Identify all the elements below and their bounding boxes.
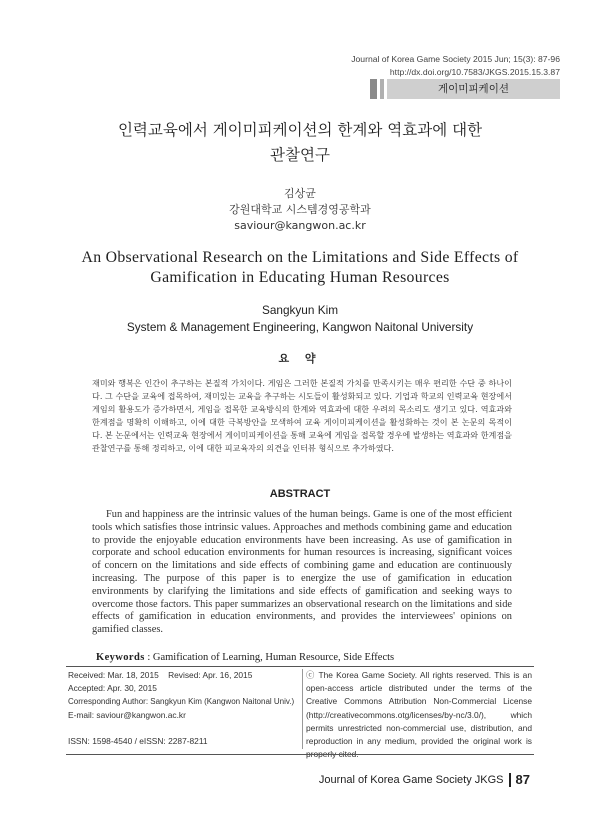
author-name-en: Sangkyun Kim	[261, 303, 339, 317]
keywords-text: Gamification of Learning, Human Resource, Side Effects	[152, 652, 395, 663]
footer-bar	[509, 773, 511, 787]
page-number: 87	[515, 772, 530, 787]
tag-stripe	[370, 79, 377, 99]
korean-title-line: 인력교육에서 게이미피케이션의 한계와 역효과에 대한	[117, 121, 483, 139]
keywords-label: Keywords	[96, 652, 145, 663]
corresponding-author: Corresponding Author: Sangkyun Kim (Kangwon Naitonal Univ.)	[68, 697, 295, 707]
author-name-kr: 김상균	[284, 187, 316, 200]
journal-citation-line: Journal of Korea Game Society 2015 Jun; 15(3): 87-96	[351, 54, 560, 64]
received-date: Received: Mar. 18, 2015 Revised: Apr. 16, 2015	[68, 670, 253, 680]
author-affiliation-kr: 강원대학교 시스템경영공학과	[229, 203, 371, 216]
keywords-separator: :	[144, 652, 153, 663]
english-author-block	[0, 302, 600, 336]
journal-citation	[351, 53, 560, 79]
doi-line: http://dx.doi.org/10.7583/JKGS.2015.15.3.87	[389, 67, 560, 77]
tag-stripe	[380, 79, 384, 99]
korean-abstract-heading: 요 약	[278, 352, 322, 365]
top-divider	[66, 666, 534, 667]
corresponding-email: E-mail: saviour@kangwon.ac.kr	[68, 709, 186, 720]
license-text: ⓒ The Korea Game Society. All rights reserved. This is an open-access article distributed under the terms of the Creative Commons Attribution Non-Commercial License (http://creativecommons.otg/licenses/by-nc/3.0/), which permits unrestricted non-commercial use, distribution, and reproduction in any medium, provided the original work is properly cited.	[306, 670, 532, 760]
bottom-divider	[66, 754, 534, 755]
footer-journal: Journal of Korea Game Society JKGS	[318, 773, 504, 786]
english-abstract-text: Fun and happiness are the intrinsic values of the human beings. Game is one of the most efficient tools which satisfies those intrinsic values. Approaches and methods combining game and education to provide the enjoyable education environments have been increasing. As use of gamification in corporate and school education environments for human resources is increasing, significant voices of concern on the limitations and side effects of combining game and education are continuously increasing. The purpose of this paper is to energize the use of gamification in education environments by clarifying the limitations and side effects of gamification and seeking ways to overcome those factors. This paper summarizes an observational research on the limitations and side effects of gamification in education environments, and provides the interviewees' opinions on gamified classes.	[92, 509, 512, 636]
author-affiliation-en: System & Management Engineering, Kangwon Naitonal University	[126, 320, 474, 334]
page-footer	[319, 772, 530, 787]
korean-title-line: 관찰연구	[270, 146, 330, 164]
korean-abstract-text: 재미와 행복은 인간이 추구하는 본질적 가치이다. 게임은 그러한 본질적 가치를 만족시키는 매우 편리한 수단 중 하나이다. 그 수단을 교육에 접목하여, 재미있는 교육을 추구하는 시도들이 활성화되고 있다. 기업과 학교의 인력교육 현장에서 게임의 활용도가 증가하면서, 게임을 접목한 교육방식의 한계와 역효과에 대한 우려의 목소리도 생기고 있다. 역효과와 한계점을 명확히 이해하고, 이에 대한 극복방안을 모색하여 교육 게이미피케이션을 활성화하는 것이 본 논문의 목적이다. 본 논문에서는 인력교육 현장에서 게이미피케이션을 통해 교육에 게임을 접목할 경우에 발생하는 역효과와 한계점을 관찰연구를 통해 정리하고, 이에 대한 피교육자의 의견을 인터뷰 형식으로 추가하였다.	[92, 378, 512, 454]
english-title-line: Gamification in Educating Human Resources	[150, 269, 450, 286]
article-info	[68, 669, 303, 748]
english-abstract	[92, 509, 512, 637]
section-tag	[370, 79, 560, 99]
accepted-date: Accepted: Apr. 30, 2015	[68, 683, 157, 694]
english-title-line: An Observational Research on the Limitations and Side Effects of	[81, 249, 519, 266]
section-tag-label: 게이미피케이션	[387, 79, 560, 99]
issn: ISSN: 1598-4540 / eISSN: 2287-8211	[68, 736, 208, 746]
korean-author-block	[0, 186, 600, 234]
english-title	[0, 248, 600, 288]
korean-title	[0, 118, 600, 168]
english-abstract-heading: ABSTRACT	[269, 488, 331, 500]
author-email: saviour@kangwon.ac.kr	[234, 219, 366, 232]
keywords	[96, 652, 394, 663]
